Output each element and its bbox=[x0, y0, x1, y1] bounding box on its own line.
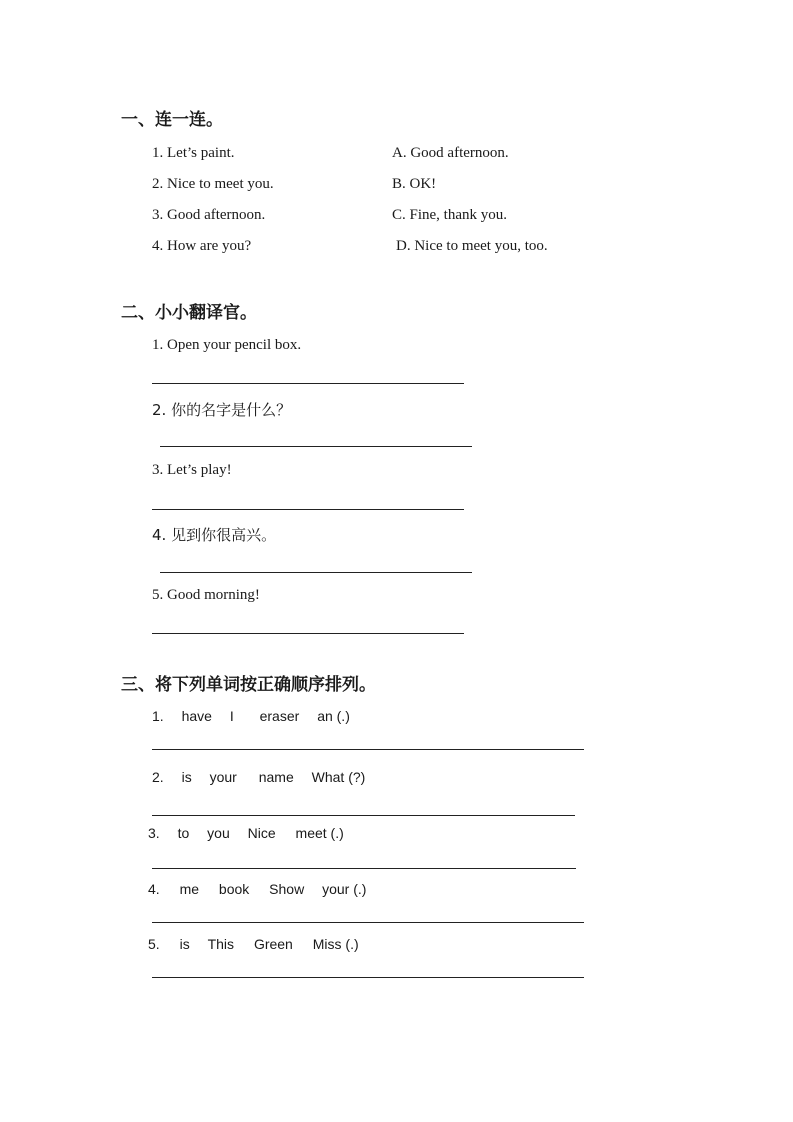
match-right-item-d: D. Nice to meet you, too. bbox=[396, 238, 548, 254]
word: Green bbox=[253, 936, 293, 952]
word: Miss (.) bbox=[312, 936, 359, 952]
match-right-item-b: B. OK! bbox=[392, 176, 437, 192]
word: This bbox=[207, 936, 235, 952]
word: name bbox=[258, 769, 294, 785]
answer-line[interactable] bbox=[152, 383, 464, 384]
reorder-item-4 bbox=[148, 881, 366, 897]
word: you bbox=[207, 825, 230, 841]
item-number: 4. bbox=[148, 881, 160, 897]
word: book bbox=[218, 881, 250, 897]
word: is bbox=[181, 769, 192, 785]
match-left-item-1: 1. Let’s paint. bbox=[152, 145, 235, 161]
word: eraser bbox=[259, 708, 300, 724]
answer-line[interactable] bbox=[152, 749, 584, 750]
answer-line[interactable] bbox=[152, 922, 584, 923]
word: Nice bbox=[247, 825, 276, 841]
word: me bbox=[179, 881, 200, 897]
translate-item-2: 2. 你的名字是什么？ bbox=[152, 401, 292, 419]
answer-line[interactable] bbox=[152, 977, 584, 978]
word: have bbox=[181, 708, 212, 724]
section-1-heading: 一、连一连。 bbox=[121, 110, 223, 130]
word: I bbox=[229, 708, 234, 724]
match-left-item-2: 2. Nice to meet you. bbox=[152, 176, 274, 192]
reorder-item-2 bbox=[152, 769, 365, 785]
answer-line[interactable] bbox=[152, 509, 464, 510]
word: your bbox=[209, 769, 237, 785]
answer-line[interactable] bbox=[160, 572, 472, 573]
match-right-item-a: A. Good afternoon. bbox=[392, 145, 509, 161]
item-number: 5. bbox=[148, 936, 160, 952]
reorder-item-1 bbox=[152, 708, 350, 724]
reorder-item-3 bbox=[148, 825, 344, 841]
word: meet (.) bbox=[295, 825, 344, 841]
word: your (.) bbox=[322, 881, 367, 897]
word: Show bbox=[269, 881, 305, 897]
match-left-item-3: 3. Good afternoon. bbox=[152, 207, 266, 223]
word: What (?) bbox=[311, 769, 366, 785]
word: to bbox=[177, 825, 190, 841]
word: is bbox=[179, 936, 190, 952]
translate-item-4: 4. 见到你很高兴。 bbox=[152, 526, 277, 544]
answer-line[interactable] bbox=[160, 446, 472, 447]
word: an (.) bbox=[317, 708, 350, 724]
translate-item-5: 5. Good morning! bbox=[152, 587, 260, 603]
match-right-item-c: C. Fine, thank you. bbox=[392, 207, 507, 223]
section-3-heading: 三、将下列单词按正确顺序排列。 bbox=[121, 675, 376, 695]
item-number: 2. bbox=[152, 769, 164, 785]
translate-item-3: 3. Let’s play! bbox=[152, 462, 232, 478]
reorder-item-5 bbox=[148, 936, 359, 952]
answer-line[interactable] bbox=[152, 815, 575, 816]
item-number: 1. bbox=[152, 708, 164, 724]
answer-line[interactable] bbox=[152, 633, 464, 634]
answer-line[interactable] bbox=[152, 868, 576, 869]
item-number: 3. bbox=[148, 825, 160, 841]
section-2-heading: 二、小小翻译官。 bbox=[121, 303, 257, 323]
translate-item-1: 1. Open your pencil box. bbox=[152, 337, 302, 353]
match-left-item-4: 4. How are you? bbox=[152, 238, 252, 254]
